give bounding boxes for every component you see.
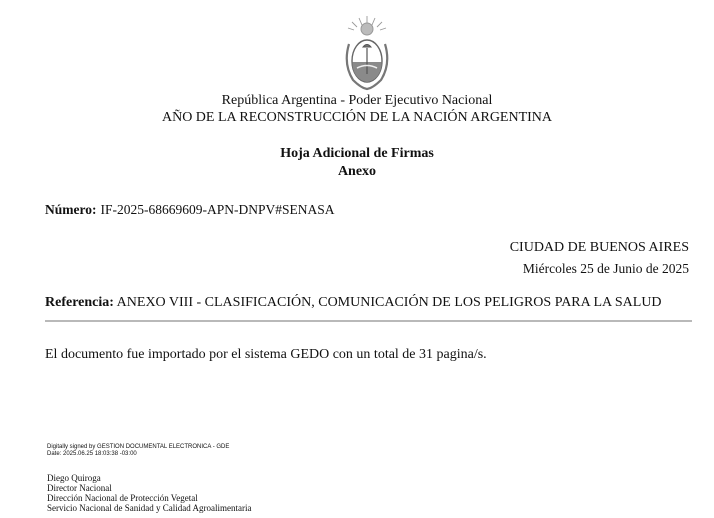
header-government-line: República Argentina - Poder Ejecutivo Nacional [221,93,493,108]
reference-label: Referencia: [45,295,114,310]
document-reference [45,295,662,311]
signatory-block [47,473,251,513]
digital-signature-block [47,444,229,458]
document-number [45,202,335,218]
signatory-role: Director Nacional [47,483,112,493]
document-city: CIUDAD DE BUENOS AIRES [509,240,689,255]
document-number-label: Número: [45,202,97,217]
reference-value: ANEXO VIII - CLASIFICACIÓN, COMUNICACIÓN DE LOS PELIGROS PARA LA SALUD [116,295,662,310]
signatory-department: Dirección Nacional de Protección Vegetal [47,493,198,503]
document-subtitle: Anexo [337,164,377,179]
document-title: Hoja Adicional de Firmas [280,146,434,161]
document-body-text: El documento fue importado por el sistema GEDO con un total de 31 pagina/s. [45,347,487,362]
section-divider [45,320,692,322]
document-number-value: IF-2025-68669609-APN-DNPV#SENASA [100,202,335,217]
digital-signature-date: Date: 2025.06.25 18:03:38 -03:00 [47,451,137,457]
coat-of-arms-emblem [339,14,395,94]
document-date: Miércoles 25 de Junio de 2025 [522,261,689,276]
signatory-name: Diego Quiroga [47,473,101,483]
header-year-motto: AÑO DE LA RECONSTRUCCIÓN DE LA NACIÓN ARGENTINA [161,110,553,125]
signatory-agency: Servicio Nacional de Sanidad y Calidad Agroalimentaria [47,503,252,513]
digital-signature-signer: Digitally signed by GESTION DOCUMENTAL ELECTRONICA - GDE [47,444,230,450]
